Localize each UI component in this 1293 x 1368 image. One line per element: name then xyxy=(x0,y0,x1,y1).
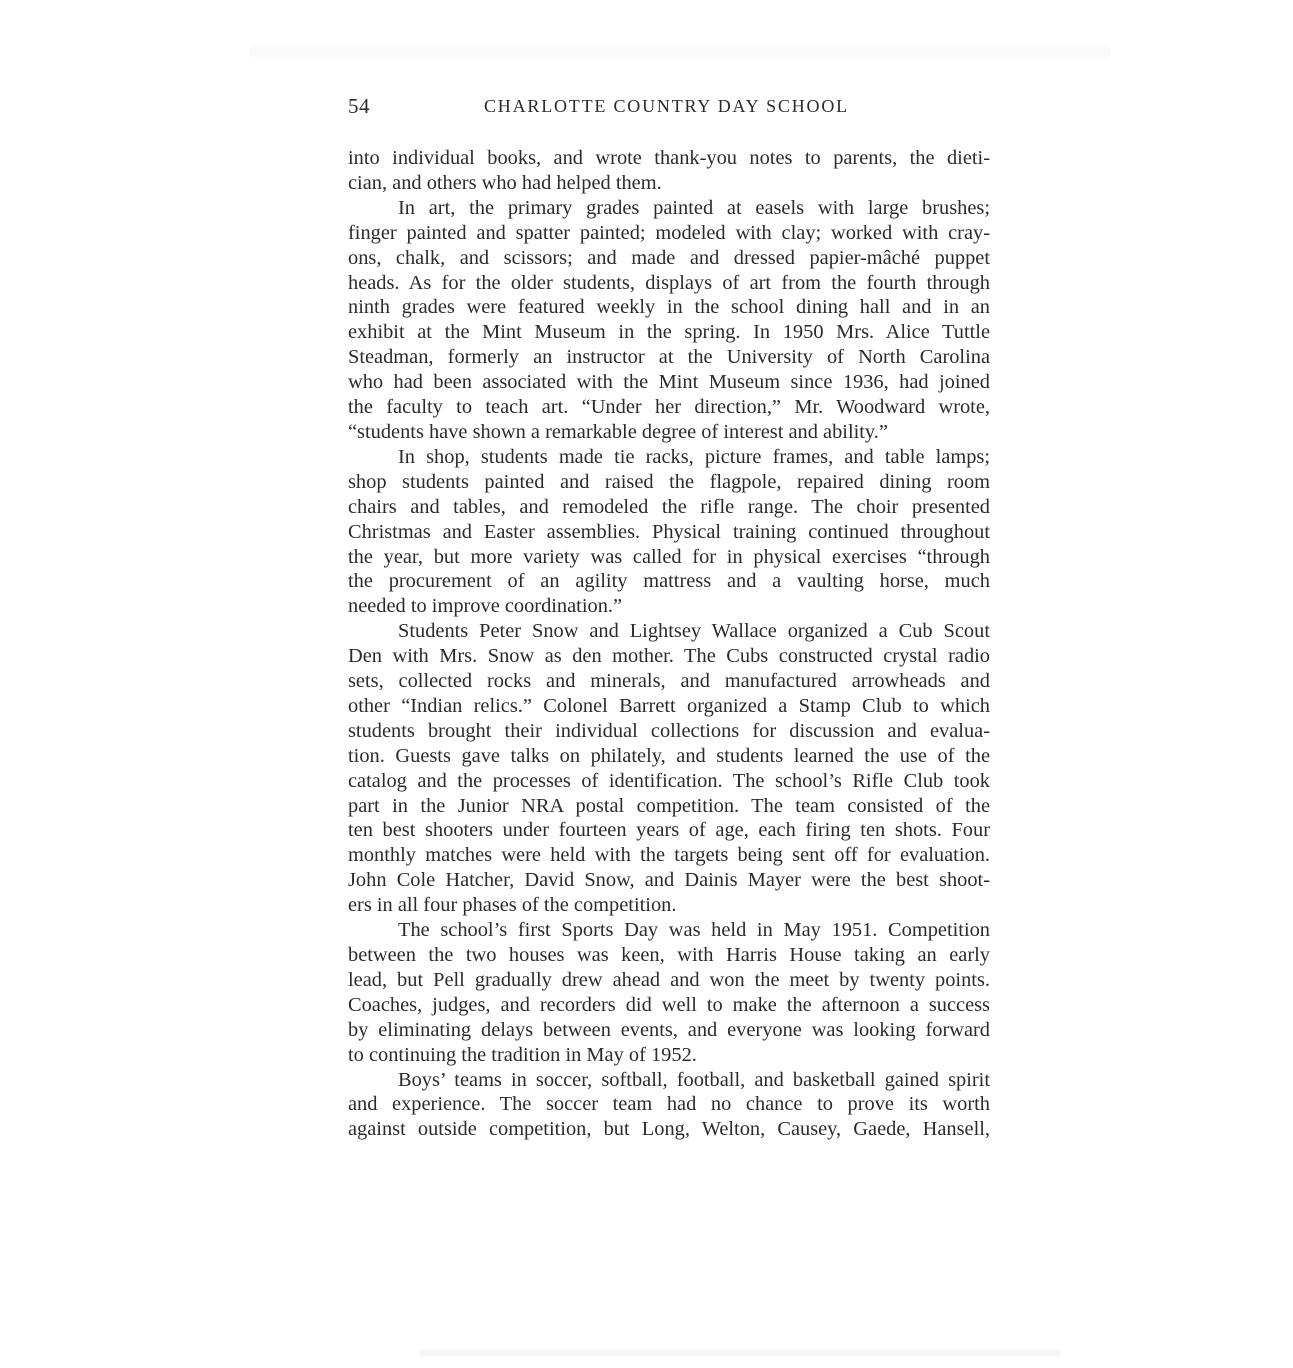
page-number: 54 xyxy=(348,94,370,118)
text-line: cian, and others who had helped them. xyxy=(348,171,662,194)
text-line: the year, but more variety was called for in physical exercises “through xyxy=(348,545,990,568)
text-line: The school’s first Sports Day was held in May 1951. Competition xyxy=(398,919,990,942)
text-line: other “Indian relics.” Colonel Barrett organized a Stamp Club to which xyxy=(348,694,990,717)
text-line: exhibit at the Mint Museum in the spring. In 1950 Mrs. Alice Tuttle xyxy=(348,321,990,344)
paragraph xyxy=(348,196,990,445)
text-line: catalog and the processes of identification. The school’s Rifle Club took xyxy=(348,769,990,792)
text-line: ten best shooters under fourteen years of age, each firing ten shots. Four xyxy=(348,819,990,842)
text-line: into individual books, and wrote thank-you notes to parents, the dieti- xyxy=(348,147,990,169)
paragraph xyxy=(348,918,990,1067)
text-line: the procurement of an agility mattress and a vaulting horse, much xyxy=(348,570,990,593)
paragraph xyxy=(348,146,990,196)
text-line: by eliminating delays between events, and everyone was looking forward xyxy=(348,1018,990,1041)
text-line: ers in all four phases of the competition. xyxy=(348,894,677,917)
text-line: In shop, students made tie racks, picture frames, and table lamps; xyxy=(398,445,990,468)
text-line: “students have shown a remarkable degree of interest and ability.” xyxy=(348,420,888,443)
scan-shadow-bottom xyxy=(420,1350,1060,1356)
text-line: finger painted and spatter painted; modeled with clay; worked with cray- xyxy=(348,221,990,244)
text-line: against outside competition, but Long, Welton, Causey, Gaede, Hansell, xyxy=(348,1118,990,1141)
text-line: shop students painted and raised the flagpole, repaired dining room xyxy=(348,470,990,493)
text-line: Students Peter Snow and Lightsey Wallace organized a Cub Scout xyxy=(398,620,990,643)
text-line: the faculty to teach art. “Under her direction,” Mr. Woodward wrote, xyxy=(348,396,990,419)
text-line: In art, the primary grades painted at easels with large brushes; xyxy=(398,196,990,219)
paragraph xyxy=(348,445,990,619)
running-head xyxy=(348,94,990,124)
text-line: Den with Mrs. Snow as den mother. The Cubs constructed crystal radio xyxy=(348,645,990,668)
text-line: tion. Guests gave talks on philately, and students learned the use of the xyxy=(348,744,990,767)
text-line: ons, chalk, and scissors; and made and dressed papier-mâché puppet xyxy=(348,246,990,269)
text-line: sets, collected rocks and minerals, and manufactured arrowheads and xyxy=(348,670,990,693)
text-line: lead, but Pell gradually drew ahead and won the meet by twenty points. xyxy=(348,968,990,991)
text-line: and experience. The soccer team had no chance to prove its worth xyxy=(348,1093,990,1116)
text-line: needed to improve coordination.” xyxy=(348,595,623,618)
text-line: heads. As for the older students, displays of art from the fourth through xyxy=(348,271,990,294)
text-line: ninth grades were featured weekly in the school dining hall and in an xyxy=(348,296,990,319)
text-line: between the two houses was keen, with Harris House taking an early xyxy=(348,944,990,966)
body-text xyxy=(348,146,990,1142)
text-line: Steadman, formerly an instructor at the University of North Carolina xyxy=(348,346,990,369)
text-line: Boys’ teams in soccer, softball, football, and basketball gained spirit xyxy=(398,1068,990,1091)
text-line: students brought their individual collections for discussion and evalua- xyxy=(348,719,990,742)
text-line: monthly matches were held with the targets being sent off for evaluation. xyxy=(348,844,990,867)
text-line: who had been associated with the Mint Museum since 1936, had joined xyxy=(348,371,990,394)
paragraph xyxy=(348,619,990,918)
text-line: to continuing the tradition in May of 1952. xyxy=(348,1043,697,1066)
text-line: Coaches, judges, and recorders did well to make the afternoon a success xyxy=(348,993,990,1016)
text-line: John Cole Hatcher, David Snow, and Dainis Mayer were the best shoot- xyxy=(348,869,990,892)
text-line: chairs and tables, and remodeled the rifle range. The choir presented xyxy=(348,495,990,518)
scan-shadow-top xyxy=(250,40,1110,64)
running-title: CHARLOTTE COUNTRY DAY SCHOOL xyxy=(484,96,849,116)
text-line: Christmas and Easter assemblies. Physical training continued throughout xyxy=(348,520,990,543)
paragraph xyxy=(348,1068,990,1143)
text-line: part in the Junior NRA postal competition. The team consisted of the xyxy=(348,794,990,817)
